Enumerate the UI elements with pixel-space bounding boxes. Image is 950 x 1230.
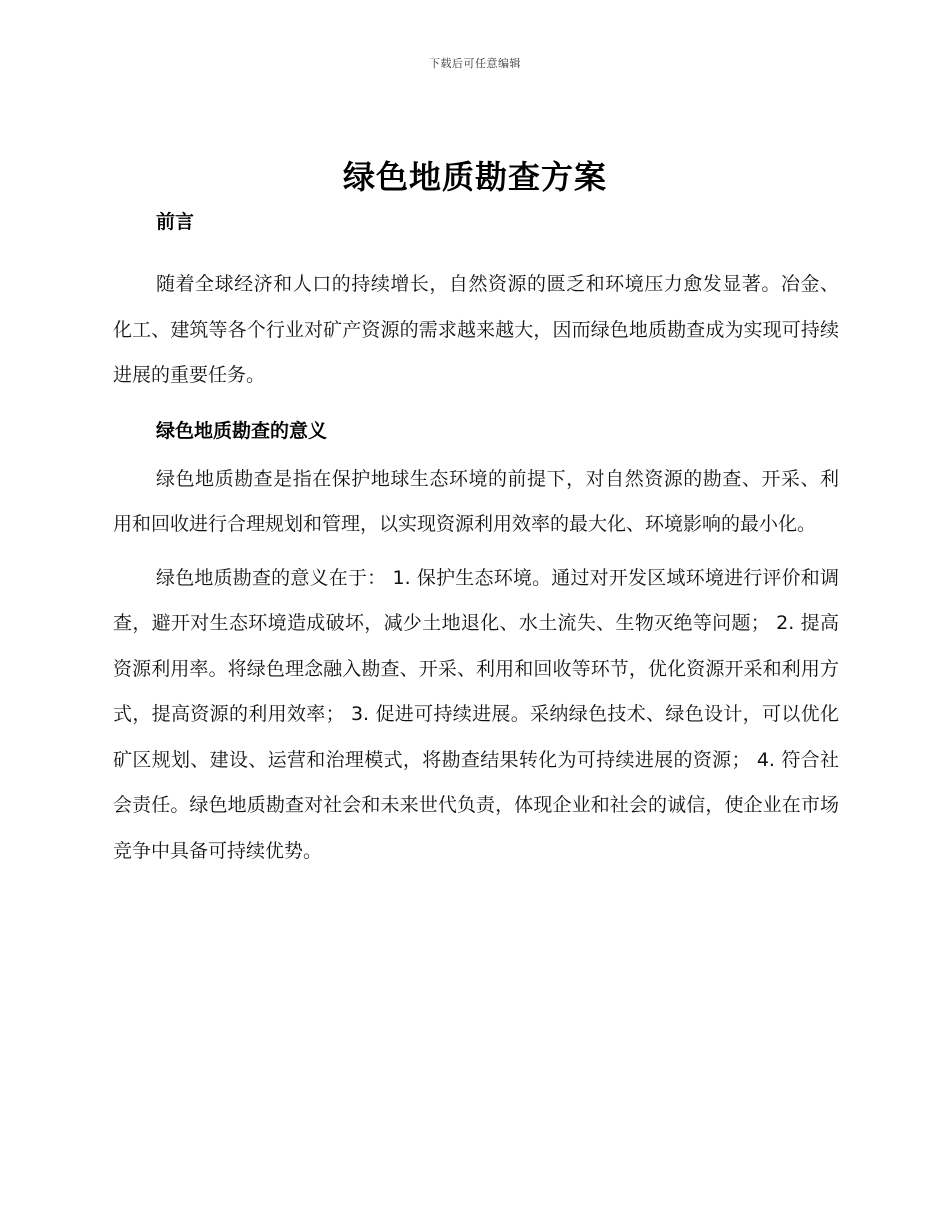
paragraph-significance-list: 绿色地质勘查的意义在于： 1. 保护生态环境。通过对开发区域环境进行评价和调查，避开对生态环境造成破坏，减少土地退化、水土流失、生物灭绝等问题； 2. 提高资源利用率。将绿色理念融入勘查、开采、利用和回收等环节，优化资源开采和利用方式，提高资源的利用效率； 3. 促进可持续进展。采纳绿色技术、绿色设计，可以优化矿区规划、建设、运营和治理模式，将勘查结果转化为可持续进展的资源； 4. 符合社会责任。绿色地质勘查对社会和未来世代负责，体现企业和社会的诚信，使企业在市场竞争中具备可持续优势。 — [113, 566, 839, 862]
document-body — [113, 204, 839, 874]
paragraph-definition: 绿色地质勘查是指在保护地球生态环境的前提下，对自然资源的勘查、开采、利用和回收进行合理规划和管理，以实现资源利用效率的最大化、环境影响的最小化。 — [113, 467, 839, 535]
document-title: 绿色地质勘查方案 — [342, 158, 607, 196]
paragraph-preface: 随着全球经济和人口的持续增长，自然资源的匮乏和环境压力愈发显著。冶金、化工、建筑等各个行业对矿产资源的需求越来越大，因而绿色地质勘查成为实现可持续进展的重要任务。 — [113, 273, 839, 386]
header-note: 下载后可任意编辑 — [429, 57, 521, 70]
section-heading-significance: 绿色地质勘查的意义 — [156, 419, 328, 442]
section-heading-preface: 前言 — [156, 211, 195, 233]
